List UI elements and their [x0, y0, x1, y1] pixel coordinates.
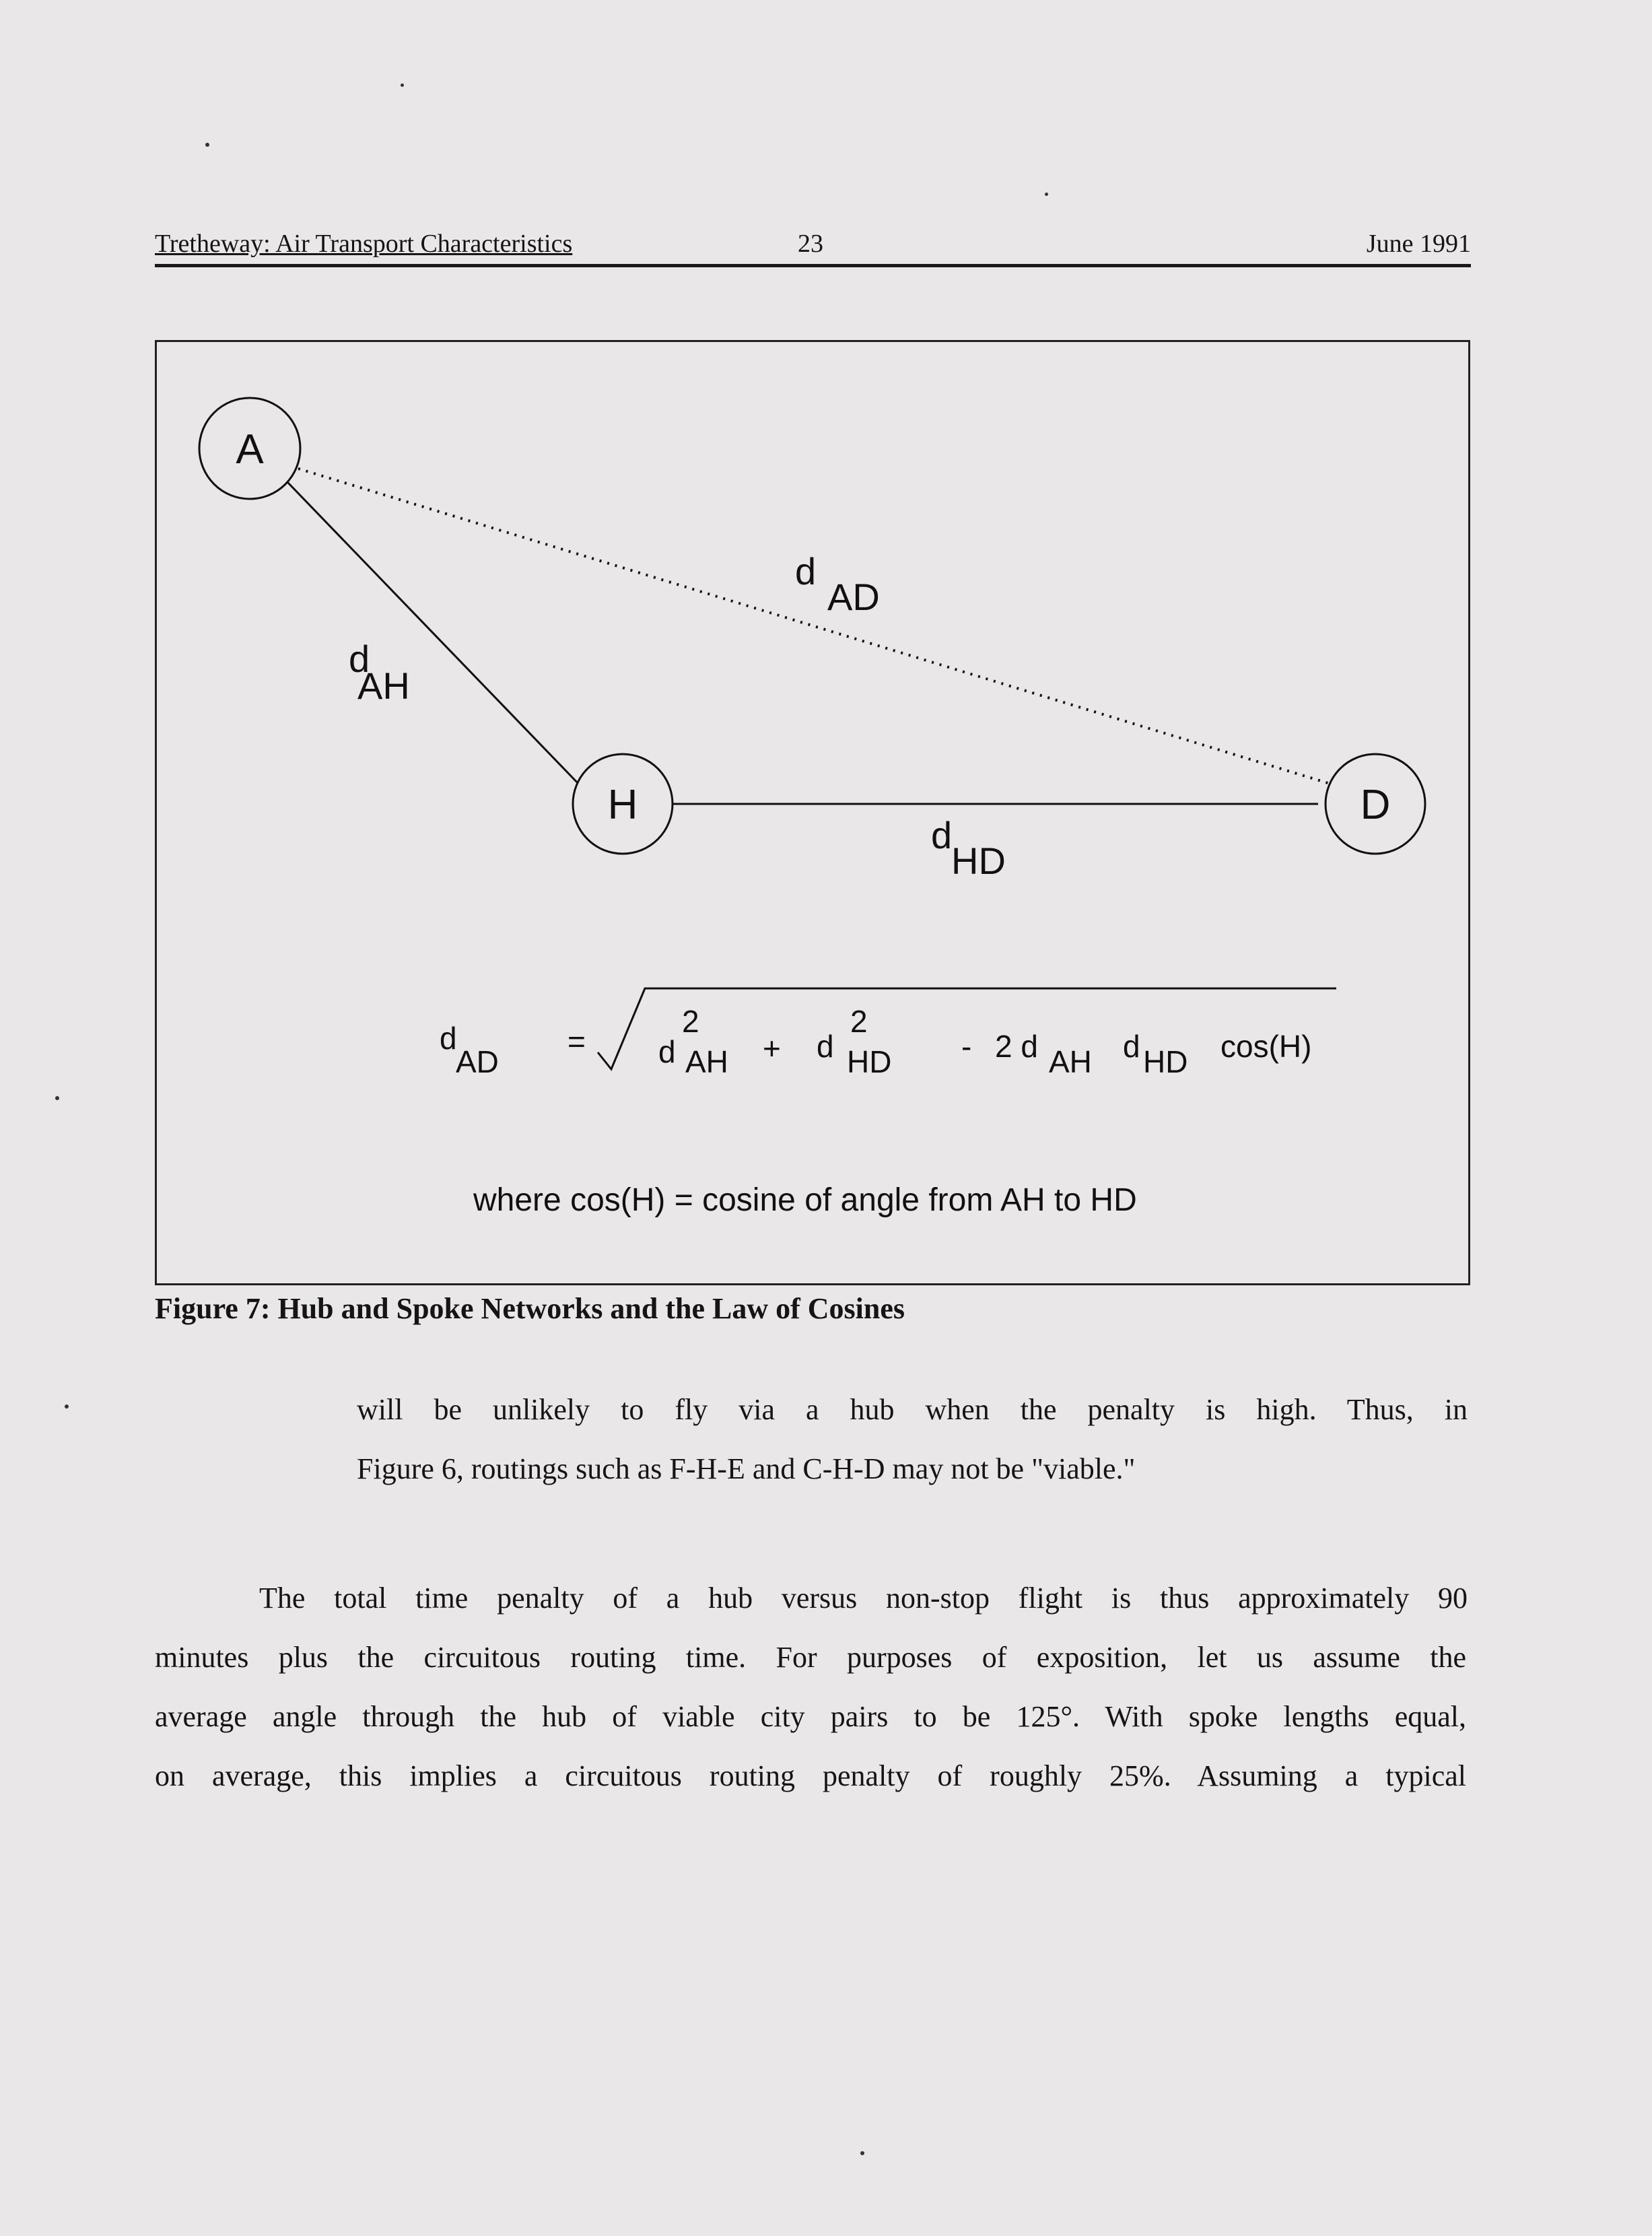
node-h-label: H — [607, 782, 638, 828]
paragraph-line: will be unlikely to fly via a hub when the penalty is high. Thus, in — [357, 1393, 1468, 1426]
formula-hd-sup: 2 — [850, 1004, 868, 1039]
paragraph-continuation — [155, 1380, 1466, 1499]
formula-ad-sub: AD — [456, 1044, 499, 1079]
hub-spoke-diagram — [157, 342, 1468, 1283]
formula-hd-sub: HD — [847, 1044, 892, 1079]
header-date: June 1991 — [1366, 230, 1471, 258]
formula-d-ah: d — [658, 1034, 676, 1069]
header-title: Tretheway: Air Transport Characteristics — [155, 230, 573, 258]
paragraph-line: Figure 6, routings such as F-H-E and C-H-D may not be "viable." — [357, 1452, 1136, 1485]
label-d-ad-main: d — [795, 550, 817, 592]
where-cos-text: where cos(H) = cosine of angle from AH to HD — [473, 1182, 1137, 1218]
formula-ah-sup: 2 — [682, 1004, 699, 1039]
figure-7-box — [155, 340, 1470, 1285]
node-d-label: D — [1360, 782, 1391, 828]
label-d-hd-main: d — [931, 814, 953, 856]
running-header — [155, 229, 1471, 267]
label-d-hd-sub: HD — [951, 840, 1006, 882]
formula-equals: = — [567, 1024, 586, 1059]
paragraph-line: average angle through the hub of viable city pairs to be 125°. With spoke lengths equal, — [155, 1700, 1466, 1733]
formula-2d: 2 d — [995, 1029, 1038, 1064]
formula-d-hd2: d — [1123, 1029, 1140, 1064]
scan-speck — [205, 143, 209, 147]
paragraph-line: on average, this implies a circuitous routing penalty of roughly 25%. Assuming a typical — [155, 1759, 1466, 1792]
formula-plus: + — [763, 1031, 781, 1066]
scan-speck — [401, 83, 404, 87]
scan-speck — [55, 1096, 59, 1100]
edge-a-h — [250, 443, 581, 786]
paragraph-time-penalty — [155, 1569, 1466, 1806]
edge-a-d — [298, 469, 1356, 792]
formula-d-ad: d — [440, 1021, 457, 1056]
paragraph-line: minutes plus the circuitous routing time. For purposes of exposition, let us assume the — [155, 1641, 1466, 1674]
formula-cos: cos(H) — [1220, 1029, 1312, 1064]
formula-hd-sub2: HD — [1143, 1044, 1188, 1079]
label-d-ad-sub: AD — [827, 576, 880, 618]
scan-speck — [1045, 193, 1048, 196]
figure-caption: Figure 7: Hub and Spoke Networks and the Law of Cosines — [155, 1292, 905, 1325]
formula-d-hd: d — [817, 1029, 834, 1064]
scan-speck — [65, 1404, 69, 1409]
node-a-label: A — [236, 426, 264, 473]
scan-speck — [860, 2151, 864, 2155]
label-d-ah-main: d — [349, 638, 370, 680]
formula-ah-sub: AH — [685, 1044, 728, 1079]
paragraph-line: The total time penalty of a hub versus non-stop flight is thus approximately 90 — [259, 1582, 1468, 1615]
page-number: 23 — [798, 230, 823, 258]
formula-ah-sub2: AH — [1049, 1044, 1092, 1079]
label-d-ah-sub: AH — [357, 665, 410, 707]
formula-minus: - — [961, 1029, 972, 1064]
